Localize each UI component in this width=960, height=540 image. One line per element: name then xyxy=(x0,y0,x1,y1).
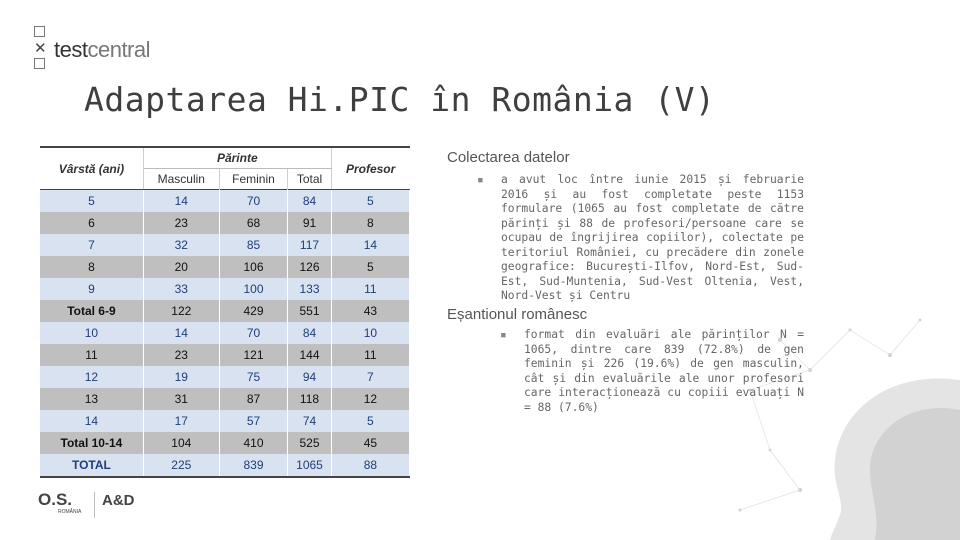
table-row xyxy=(40,278,410,300)
table-cell-t: 144 xyxy=(288,344,331,366)
data-collection-heading: Colectarea datelor xyxy=(447,149,570,166)
table-cell-m: 32 xyxy=(143,234,219,256)
data-collection-text xyxy=(477,173,804,304)
testcentral-logo xyxy=(54,37,150,63)
table-row xyxy=(40,256,410,278)
table-cell-f: 70 xyxy=(219,322,288,344)
table-cell-f: 85 xyxy=(219,234,288,256)
table-cell-p: 45 xyxy=(331,432,409,454)
table-cell-age: 10 xyxy=(40,322,143,344)
table-cell-p: 11 xyxy=(331,344,409,366)
table-cell-f: 106 xyxy=(219,256,288,278)
table-row xyxy=(40,322,410,344)
table-row xyxy=(40,212,410,234)
logo-text-a: test xyxy=(54,37,88,62)
table-cell-p: 5 xyxy=(331,410,409,432)
table-cell-f: 410 xyxy=(219,432,288,454)
table-cell-m: 19 xyxy=(143,366,219,388)
table-cell-t: 117 xyxy=(288,234,331,256)
table-row xyxy=(40,454,410,477)
table-cell-age: 11 xyxy=(40,344,143,366)
bullet-icon: ▪ xyxy=(477,173,484,186)
table-cell-age: 12 xyxy=(40,366,143,388)
table-cell-age: 9 xyxy=(40,278,143,300)
col-female-header: Feminin xyxy=(219,169,288,190)
table-row xyxy=(40,234,410,256)
os-logo: O.S. xyxy=(38,490,73,509)
table-cell-m: 23 xyxy=(143,344,219,366)
table-cell-f: 57 xyxy=(219,410,288,432)
checkbox-icon xyxy=(34,26,45,37)
table-cell-p: 5 xyxy=(331,256,409,278)
table-cell-p: 43 xyxy=(331,300,409,322)
table-cell-f: 68 xyxy=(219,212,288,234)
table-cell-m: 33 xyxy=(143,278,219,300)
table-cell-p: 11 xyxy=(331,278,409,300)
table-row xyxy=(40,410,410,432)
table-cell-t: 74 xyxy=(288,410,331,432)
table-cell-p: 14 xyxy=(331,234,409,256)
table-cell-m: 122 xyxy=(143,300,219,322)
table-cell-t: 94 xyxy=(288,366,331,388)
table-cell-t: 118 xyxy=(288,388,331,410)
table-cell-age: Total 10-14 xyxy=(40,432,143,454)
table-cell-p: 7 xyxy=(331,366,409,388)
table-cell-t: 525 xyxy=(288,432,331,454)
table-cell-age: 13 xyxy=(40,388,143,410)
table-row xyxy=(40,344,410,366)
table-cell-age: 14 xyxy=(40,410,143,432)
table-cell-t: 1065 xyxy=(288,454,331,477)
table-row xyxy=(40,366,410,388)
table-cell-m: 31 xyxy=(143,388,219,410)
table-row xyxy=(40,388,410,410)
page-title: Adaptarea Hi.PIC în România (V) xyxy=(84,80,716,119)
os-logo-sub: ROMÂNIA xyxy=(58,509,82,515)
table-cell-f: 87 xyxy=(219,388,288,410)
divider xyxy=(94,492,95,518)
table-cell-t: 551 xyxy=(288,300,331,322)
checkbox-icon xyxy=(34,58,45,69)
table-cell-p: 8 xyxy=(331,212,409,234)
table-cell-age: 6 xyxy=(40,212,143,234)
table-cell-p: 5 xyxy=(331,190,409,213)
table-cell-p: 12 xyxy=(331,388,409,410)
table-cell-p: 10 xyxy=(331,322,409,344)
ad-logo: A&D xyxy=(102,492,135,509)
col-teacher-header: Profesor xyxy=(331,147,409,190)
table-cell-t: 84 xyxy=(288,190,331,213)
col-total-header: Total xyxy=(288,169,331,190)
table-cell-age: 8 xyxy=(40,256,143,278)
close-icon: ✕ xyxy=(34,39,47,57)
bullet-icon: ▪ xyxy=(500,328,507,341)
data-collection-body: a avut loc între iunie 2015 și februarie 2016 și au fost completate peste 1153 formulare (1065 au fost completate de către părinți și 88 de profesori/persoane care se ocupau de îngrijirea copiilor), colectate pe teritoriul României, cu precădere din zonele geografice: București-Ilfov, Nord-Est, Sud-Est, Sud-Muntenia, Sud-Vest Oltenia, Vest, Nord-Vest și Centru xyxy=(501,173,804,302)
logo-text-b: central xyxy=(87,37,151,62)
table-cell-f: 121 xyxy=(219,344,288,366)
table-cell-age: 7 xyxy=(40,234,143,256)
table-cell-f: 70 xyxy=(219,190,288,213)
col-parent-header: Părinte xyxy=(143,147,331,169)
table-cell-m: 23 xyxy=(143,212,219,234)
table-row xyxy=(40,190,410,213)
table-cell-age: TOTAL xyxy=(40,454,143,477)
table-cell-t: 91 xyxy=(288,212,331,234)
table-cell-f: 100 xyxy=(219,278,288,300)
table-cell-age: Total 6-9 xyxy=(40,300,143,322)
table-cell-m: 14 xyxy=(143,322,219,344)
col-male-header: Masculin xyxy=(143,169,219,190)
col-age-header: Vârstă (ani) xyxy=(40,147,143,190)
table-cell-m: 104 xyxy=(143,432,219,454)
table-row xyxy=(40,432,410,454)
sample-text xyxy=(500,328,804,415)
table-cell-t: 126 xyxy=(288,256,331,278)
table-cell-m: 14 xyxy=(143,190,219,213)
table-cell-t: 84 xyxy=(288,322,331,344)
sample-heading: Eșantionul românesc xyxy=(447,306,588,323)
slide-markers xyxy=(34,26,48,75)
table-cell-f: 839 xyxy=(219,454,288,477)
table-cell-f: 75 xyxy=(219,366,288,388)
table-row xyxy=(40,300,410,322)
sample-table xyxy=(40,146,410,478)
table-cell-m: 17 xyxy=(143,410,219,432)
table-cell-m: 225 xyxy=(143,454,219,477)
table-cell-age: 5 xyxy=(40,190,143,213)
table-cell-m: 20 xyxy=(143,256,219,278)
table-cell-f: 429 xyxy=(219,300,288,322)
sample-body: format din evaluări ale părinților N = 1065, dintre care 839 (72.8%) de gen feminin și 226 (19.6%) de gen masculin, cât și din evaluările ale unor profesori care interacționează cu copiii evaluați N = 88 (7.6%) xyxy=(524,328,804,414)
table-cell-p: 88 xyxy=(331,454,409,477)
table-cell-t: 133 xyxy=(288,278,331,300)
